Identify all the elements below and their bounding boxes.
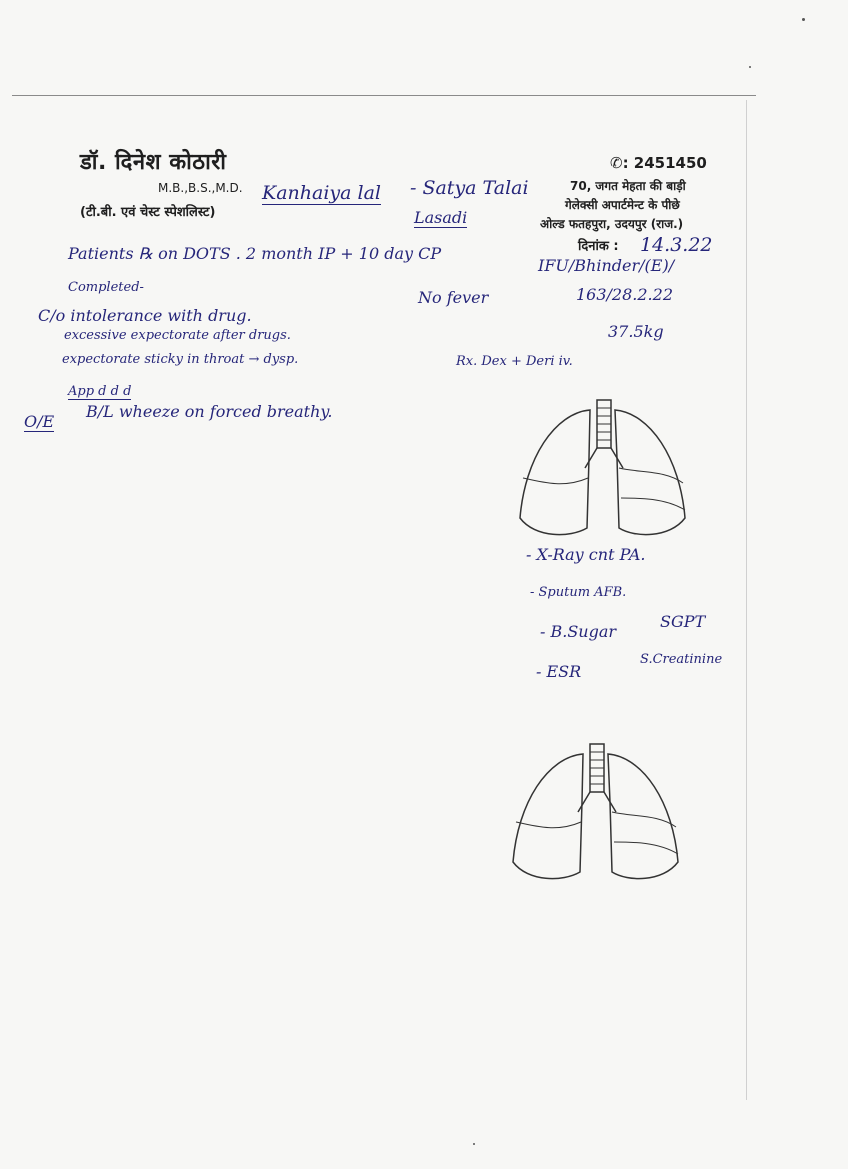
doctor-degrees: M.B.,B.S.,M.D. — [158, 181, 243, 195]
history-line-4: excessive expectorate after drugs. — [64, 328, 291, 343]
doctor-specialty: (टी.बी. एवं चेस्ट स्पेशलिस्ट) — [80, 205, 216, 220]
speck — [473, 1143, 475, 1145]
speck — [749, 66, 751, 68]
investigation-4: - ESR — [536, 662, 582, 681]
exam-label: O/E — [24, 412, 55, 431]
lungs-diagram-top — [515, 398, 690, 543]
address-line-1: 70, जगत मेहता की बाड़ी — [570, 179, 686, 193]
history-line-3: C/o intolerance with drug. — [38, 306, 252, 325]
history-line-2: Completed- — [68, 280, 144, 295]
patient-name: Kanhaiya lal — [262, 182, 381, 204]
visit-date: 14.3.22 — [640, 234, 713, 256]
right-edge — [746, 100, 747, 1100]
investigation-4b: S.Creatinine — [640, 652, 723, 667]
address-line-3: ओल्ड फतहपुरा, उदयपुर (राज.) — [540, 217, 684, 231]
history-line-6: App d d d — [68, 384, 132, 399]
investigation-2: - Sputum AFB. — [530, 585, 627, 600]
prescription: Rx. Dex + Deri iv. — [456, 354, 573, 369]
speck — [802, 18, 805, 21]
patient-place: - Satya Talai — [410, 177, 529, 199]
no-fever-note: No fever — [418, 288, 489, 307]
date-label: दिनांक : — [578, 239, 619, 254]
lungs-diagram-bottom — [510, 742, 685, 887]
exam-findings: B/L wheeze on forced breathy. — [86, 402, 333, 421]
patient-place-2: Lasadi — [414, 208, 468, 227]
followup-ref-2: 163/28.2.22 — [576, 285, 673, 304]
top-rule — [12, 95, 756, 96]
history-line-1: Patients ℞ on DOTS . 2 month IP + 10 day CP — [68, 244, 442, 263]
weight: 37.5kg — [608, 322, 664, 341]
history-line-5: expectorate sticky in throat → dysp. — [62, 352, 299, 367]
investigation-3b: SGPT — [660, 612, 706, 631]
followup-ref-1: IFU/Bhinder/(E)/ — [538, 256, 675, 275]
doctor-name: डॉ. दिनेश कोठारी — [80, 150, 227, 175]
investigation-3: - B.Sugar — [540, 622, 617, 641]
phone-number: ✆: 2451450 — [610, 154, 707, 172]
investigation-1: - X-Ray cnt PA. — [526, 545, 646, 564]
address-line-2: गेलेक्सी अपार्टमेन्ट के पीछे — [565, 198, 680, 212]
